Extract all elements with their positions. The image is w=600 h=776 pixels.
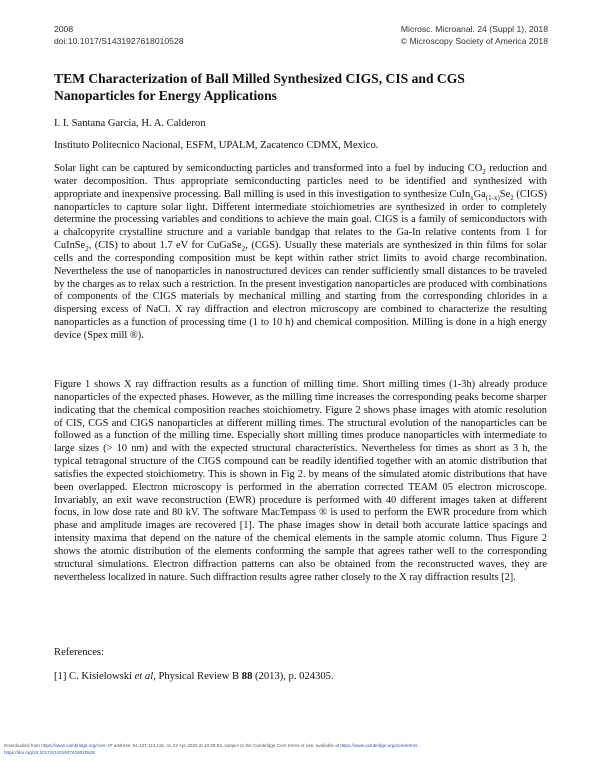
- affiliation: Instituto Politecnico Nacional, ESFM, UPALM, Zacatenco CDMX, Mexico.: [54, 140, 379, 151]
- reference-1: [1] C. Kisielowski et al, Physical Review B 88 (2013), p. 024305.: [54, 671, 334, 682]
- paragraph-2: Figure 1 shows X ray diffraction results as a function of milling time. Short milling times (1-3h) already produce nanoparticles of the expected phases. However, as the milling time increases the corresponding peaks become sharper indicating that the chemical composition reaches stoichiometry. Figure 2 shows phase images with atomic resolution of CIS, CGS and CIGS nanoparticles at different milling times. The structural evolution of the nanoparticles can be followed as a function of the milling time. Especially short milling times produce nanoparticles with intermediate to large sizes (> 10 nm) and with the expected structural characteristics. Nevertheless for times as short as 3 h, the typical tetragonal structure of the CIGS compound can be readily identified together with an atomic distribution that satisfies the expected stoichiometry. This is shown in Fig 2. by means of the simulated atomic distributions that have been overlapped. Electron microscopy is performed in the aberration corrected TEAM 05 electron microscope. Invariably, an exit wave reconstruction (EWR) procedure is performed with 40 different images taken at different focus, in low dose rate and 80 kV. The software MacTempass ® is used to perform the EWR procedure from which phase and amplitude images are recovered [1]. The phase images show in detail both accurate lattice spacings and intensity maxima that depend on the nature of the chemical elements in the sample atomic column. Thus Figure 2 shows the atomic distribution of the elements conforming the sample that agrees rather well to the corresponding structural simulations. Electron diffraction patterns can also be obtained from the reconstructed waves, they are nevertheless localized in nature. Such diffraction results agree rather closely to the X ray diffraction results [2].: [54, 379, 547, 583]
- doi: doi:10.1017/S1431927618010528: [54, 36, 184, 46]
- copyright: © Microscopy Society of America 2018: [400, 36, 548, 46]
- year: 2008: [54, 24, 74, 34]
- title-line-1: TEM Characterization of Ball Milled Synthesized CIGS, CIS and CGS: [54, 71, 465, 86]
- header-right: [401, 23, 548, 47]
- cambridge-core-link[interactable]: https://www.cambridge.org/core: [41, 743, 106, 748]
- journal-citation: Microsc. Microanal. 24 (Suppl 1), 2018: [400, 24, 548, 34]
- header-left: [54, 23, 184, 47]
- download-footer: Downloaded from https://www.cambridge.org/core. IP address: 64.137.113.116, on 22 Apr 2020 at 10:08:53, subject to the Cambridge Core terms of use, available at https://www.cambridge.org/core/terms. https://doi.org/10.1017/S1431927618010528: [4, 743, 419, 755]
- terms-link[interactable]: https://www.cambridge.org/core/terms: [340, 743, 418, 748]
- authors: I. I. Santana Garcia, H. A. Calderon: [54, 118, 206, 129]
- paper-title: [54, 70, 554, 104]
- paragraph-1: Solar light can be captured by semiconducting particles and transformed into a fuel by inducing $CO_2$ reduction and water decomposition. Thus appropriate semiconducting particles need to be identified and synthesized with appropriate and inexpensive processing. Ball milling is used in this investigation to synthesize $CuIn_xGa_{(1-x)}Se_2$ (CIGS) nanoparticles to capture solar light. Different intermediate stoichiometries are synthesized in order to completely determine the processing variables and conditions to achieve the main goal. CIGS is a family of semiconductors with a chalcopyrite crystalline structure and a variable bandgap that relates to the Ga-In relative contents from 1 for CuInSe$_2$, (CIS) to about 1.7 eV for CuGaSe$_2$, (CGS). Usually these materials are synthesized in thin films for solar cells and the corresponding composition must be kept within rather strict limits to avoid charge recombination. Nevertheless the use of nanoparticles in nanostructured devices can render sufficiently small distances to be traveled by the charges as to relax such a restriction. In the present investigation nanoparticles are produced with combinations of components of the CIGS materials by mechanical milling and starting from the corresponding chlorides in a dispersing excess of NaCl. X ray diffraction and electron microscopy are combined to characterize the resulting nanoparticles as a function of processing time (1 to 10 h) and chemical composition. Milling is done in a high energy device (Spex mill ®).: [54, 163, 548, 341]
- doi-link[interactable]: https://doi.org/10.1017/S1431927618010528: [4, 750, 95, 755]
- title-line-2: Nanoparticles for Energy Applications: [54, 88, 277, 103]
- references-heading: References:: [54, 647, 104, 658]
